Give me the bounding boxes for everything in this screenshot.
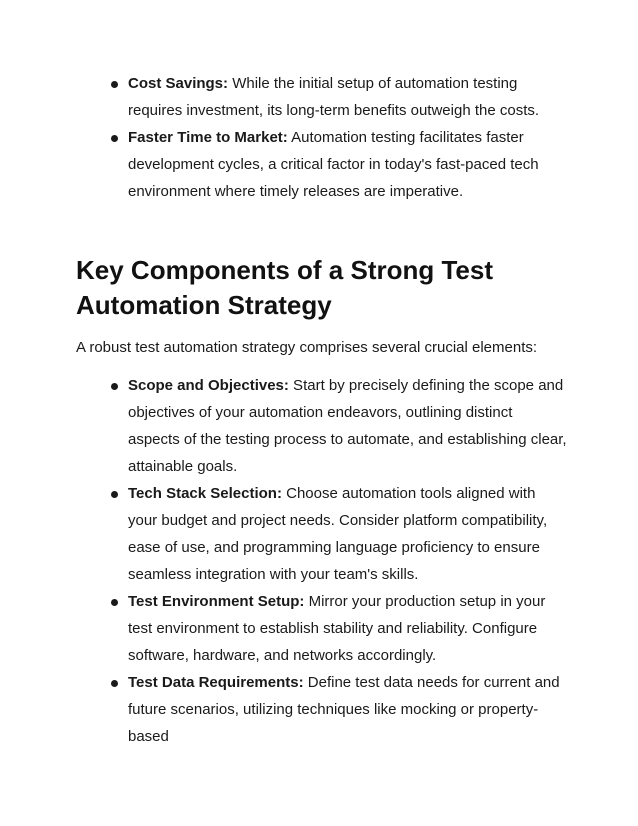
list-item xyxy=(128,70,568,124)
list-item-term: Test Environment Setup: xyxy=(128,593,305,610)
bullet-icon xyxy=(111,135,118,142)
bullet-icon xyxy=(111,599,118,606)
bullet-icon xyxy=(111,680,118,687)
section-heading: Key Components of a Strong Test Automation Strategy xyxy=(76,255,493,320)
list-item-text: While the initial setup of automation testing requires investment, its long-term benefits outweigh the costs. xyxy=(128,75,540,119)
bullet-icon xyxy=(111,81,118,88)
list-item-text: Start by precisely defining the scope and objectives of your automation endeavors, outlining distinct aspects of the testing process to automate, and establishing clear, attainable goals. xyxy=(128,377,567,475)
benefits-list xyxy=(128,70,568,205)
list-item-term: Cost Savings: xyxy=(128,75,229,92)
list-item xyxy=(128,372,568,480)
bullet-icon xyxy=(111,491,118,498)
list-item-text: Choose automation tools aligned with your budget and project needs. Consider platform compatibility, ease of use, and programming language proficiency to ensure seamless integration with your team's skills. xyxy=(128,485,548,583)
intro-paragraph: A robust test automation strategy comprises several crucial elements: xyxy=(76,339,538,356)
list-item xyxy=(128,669,568,750)
list-item-text: Mirror your production setup in your test environment to establish stability and reliability. Configure software, hardware, and networks accordingly. xyxy=(128,593,546,664)
list-item-term: Test Data Requirements: xyxy=(128,674,304,691)
list-item-term: Tech Stack Selection: xyxy=(128,485,282,502)
list-item-text: Define test data needs for current and future scenarios, utilizing techniques like mocking or property-based xyxy=(128,674,560,745)
list-item-text: Automation testing facilitates faster development cycles, a critical factor in today's fast-paced tech environment where timely releases are imperative. xyxy=(128,129,539,200)
list-item xyxy=(128,480,568,588)
list-item xyxy=(128,588,568,669)
bullet-icon xyxy=(111,383,118,390)
list-item xyxy=(128,124,568,205)
components-list xyxy=(128,372,568,750)
list-item-term: Scope and Objectives: xyxy=(128,377,289,394)
list-item-term: Faster Time to Market: xyxy=(128,129,288,146)
